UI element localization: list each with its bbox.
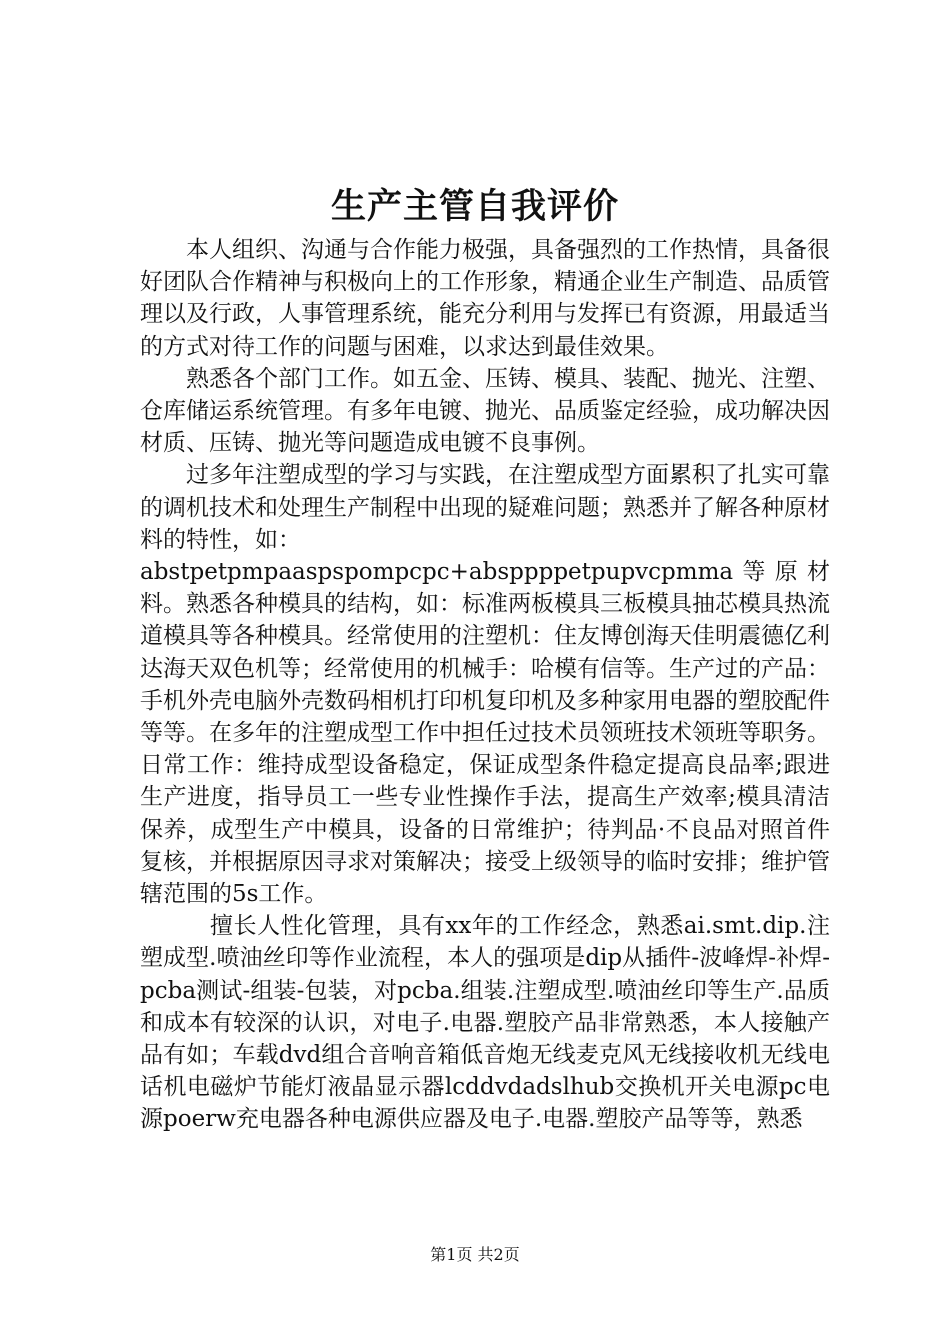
paragraph-1: 本人组织、沟通与合作能力极强，具备强烈的工作热情，具备很好团队合作精神与积极向上的工作形象，精通企业生产制造、品质管理以及行政，人事管理系统，能充分利用与发挥已有资源，用最适当的方式对待工作的问题与困难，以求达到最佳效果。 bbox=[140, 237, 830, 360]
paragraph-3-continuation: abstpetpmpaaspspompcpc+absppppetpupvcpmma等原材料。熟悉各种模具的结构，如：标准两板模具三板模具抽芯模具热流道模具等各种模具。经常使用的注塑机：住友博创海天佳明震德亿利达海天双色机等；经常使用的机械手：哈模有信等。生产过的产品：手机外壳电脑外壳数码相机打印机复印机及多种家用电器的塑胶配件等等。在多年的注塑成型工作中担任过技术员领班技术领班等职务。日常工作：维持成型设备稳定，保证成型条件稳定提高良品率;跟进生产进度，指导员工一些专业性操作手法，提高生产效率;模具清洁保养，成型生产中模具，设备的日常维护；待判品·不良品对照首件复核，并根据原因寻求对策解决；接受上级领导的临时安排；维护管辖范围的5s工作。 bbox=[140, 559, 830, 908]
page-number-footer: 第1页 共2页 bbox=[430, 1245, 520, 1264]
document-title: 生产主管自我评价 bbox=[330, 186, 619, 227]
paragraph-2: 熟悉各个部门工作。如五金、压铸、模具、装配、抛光、注塑、仓库储运系统管理。有多年电镀、抛光、品质鉴定经验，成功解决因材质、压铸、抛光等问题造成电镀不良事例。 bbox=[140, 365, 830, 457]
paragraph-4: 擅长人性化管理，具有xx年的工作经念，熟悉ai.smt.dip.注塑成型.喷油丝印等作业流程，本人的强项是dip从插件-波峰焊-补焊-pcba测试-组装-包装，对pcba.组装.注塑成型.喷油丝印等生产.品质和成本有较深的认识，对电子.电器.塑胶产品非常熟悉，本人接触产品有如；车载dvd组合音响音箱低音炮无线麦克风无线接收机无线电话机电磁炉节能灯液晶显示器lcddvdadslhub交换机开关电源pc电源poerw充电器各种电源供应器及电子.电器.塑胶产品等等，熟悉 bbox=[140, 913, 830, 1133]
paragraph-3: 过多年注塑成型的学习与实践，在注塑成型方面累积了扎实可靠的调机技术和处理生产制程中出现的疑难问题；熟悉并了解各种原材料的特性，如： bbox=[140, 462, 830, 553]
document-body bbox=[140, 234, 830, 1136]
